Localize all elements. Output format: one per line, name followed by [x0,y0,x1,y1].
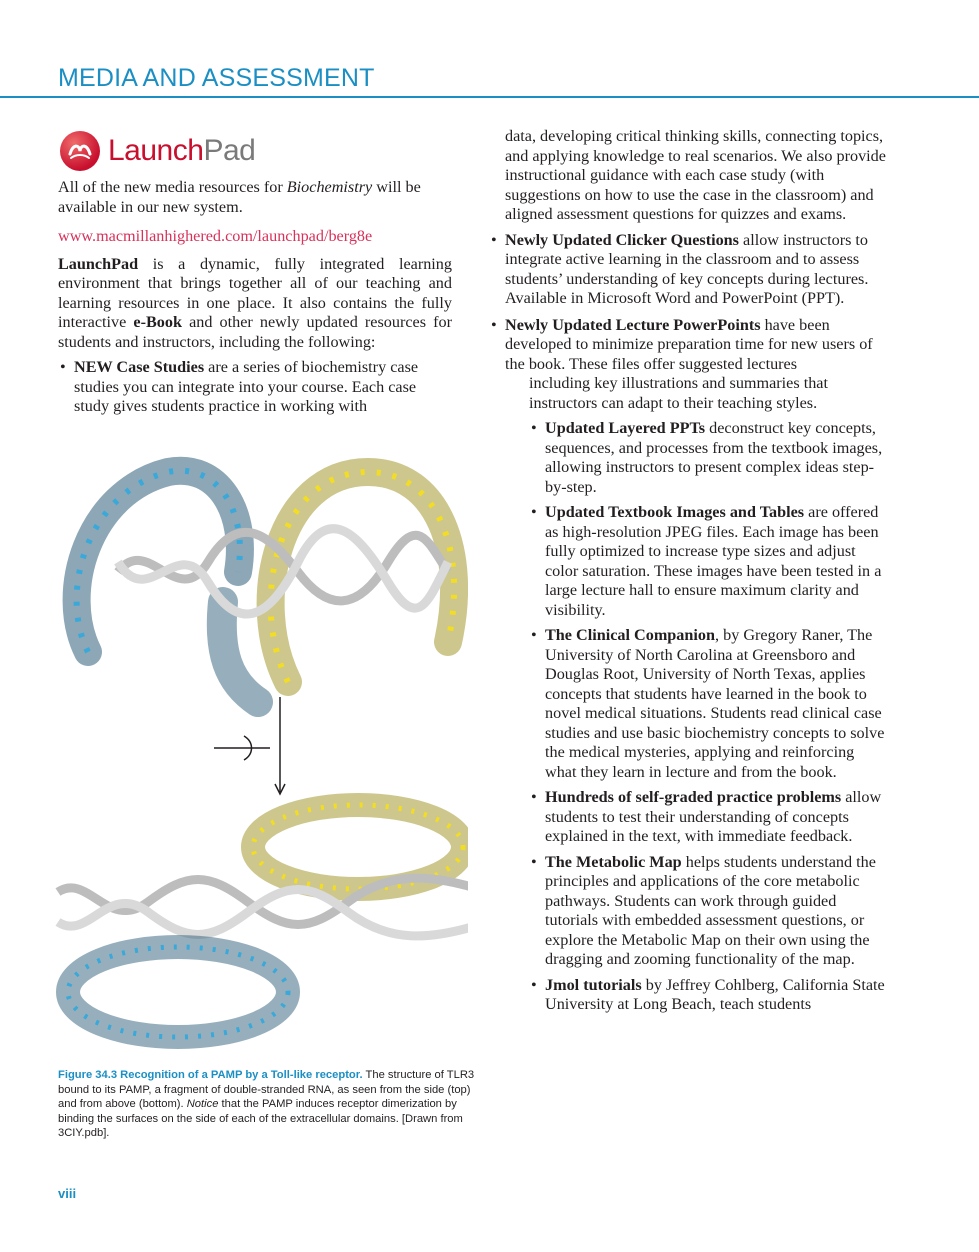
list-item-clicker-questions: • Newly Updated Clicker Questions allow instructors to integrate active learning in the classroom and to assess students’ understanding of key concepts during lectures. Available in Microsoft Word and PowerPoint (PPT). [489,231,889,309]
list-item-clinical-companion: • The Clinical Companion, by Gregory Raner, The University of North Carolina at Greensboro and Douglas Root, University of North Texas, applies concepts that students have learned in the book to novel medical situations. Students read clinical case studies and use basic biochemistry concepts to solve the medical mysteries, applying and reinforcing what they learn in lecture and from the book. [529,626,889,782]
figure-caption: Figure 34.3 Recognition of a PAMP by a Toll-like receptor. The structure of TLR3 bound to its PAMP, a fragment of double-stranded RNA, as seen from the side (top) and from above (bottom). Notice that the PAMP induces receptor dimerization by binding the surfaces on the side of each of the extracellular domains. [Drawn from 3CIY.pdb]. [58,1069,475,1139]
intro-paragraph: All of the new media resources for Biochemistry will be available in our new system. [58,178,421,216]
top-structure [77,471,454,702]
list-item-jmol-tutorials: • Jmol tutorials by Jeffrey Cohlberg, California State University at Long Beach, teach students [529,976,889,1015]
case-studies-continued: data, developing critical thinking skills, connecting topics, and applying knowledge to real scenarios. We also provide instructional guidance with each case study (with suggestions on how to use the case in the classroom) and aligned assessment questions for quizzes and exams. [505,127,886,223]
protein-figure [48,452,468,1064]
list-item-case-studies: • NEW Case Studies are a series of biochemistry case studies you can integrate into your course. Each case study gives students practice in working with [58,358,452,417]
launchpad-logo-text: LaunchPad [108,134,256,167]
launchpad-logo [58,128,452,174]
list-item-textbook-images: • Updated Textbook Images and Tables are offered as high-resolution JPEG files. Each image has been fully optimized to increase type sizes and adjust color saturation. These images have been tested in a large lecture hall to ensure maximum clarity and visibility. [529,503,889,620]
right-bullet-list [489,231,889,375]
left-bullet-list [58,358,452,417]
header-rule [0,96,979,98]
launchpad-description: LaunchPad is a dynamic, fully integrated learning environment that brings together all of our teaching and learning resources in one place. It also contains the fully interactive e-Book and other newly updated resources for students and instructors, including the following: [58,254,452,351]
list-item-metabolic-map: • The Metabolic Map helps students understand the principles and applications of the core metabolic pathways. Students can work through guided tutorials with embedded assessment questions, or explore the Metabolic Map on their own using the dragging and zooming functionality of the map. [529,853,889,970]
page-title: MEDIA AND ASSESSMENT [58,64,375,92]
list-item-practice-problems: • Hundreds of self-graded practice problems allow students to test their understanding of concepts explained in the text, with immediate feedback. [529,788,889,847]
list-item-lecture-powerpoints: • Newly Updated Lecture PowerPoints have been developed to minimize preparation time for new users of the book. These files offer suggested lectures [489,316,889,375]
lecture-powerpoints-continued: including key illustrations and summaries that instructors can adapt to their teaching styles. [529,374,828,412]
right-column [489,127,889,1021]
page-number: viii [58,1186,77,1201]
list-item-layered-ppts: • Updated Layered PPTs deconstruct key concepts, sequences, and processes from the textbook images, allowing instructors to present complex ideas step-by-step. [529,419,889,497]
bottom-structure [58,805,468,1037]
powerpoint-sub-list [529,419,889,1015]
left-column [58,128,452,424]
launchpad-logo-icon [60,131,100,171]
launchpad-url-link[interactable]: www.macmillanhighered.com/launchpad/berg8e [58,227,373,245]
